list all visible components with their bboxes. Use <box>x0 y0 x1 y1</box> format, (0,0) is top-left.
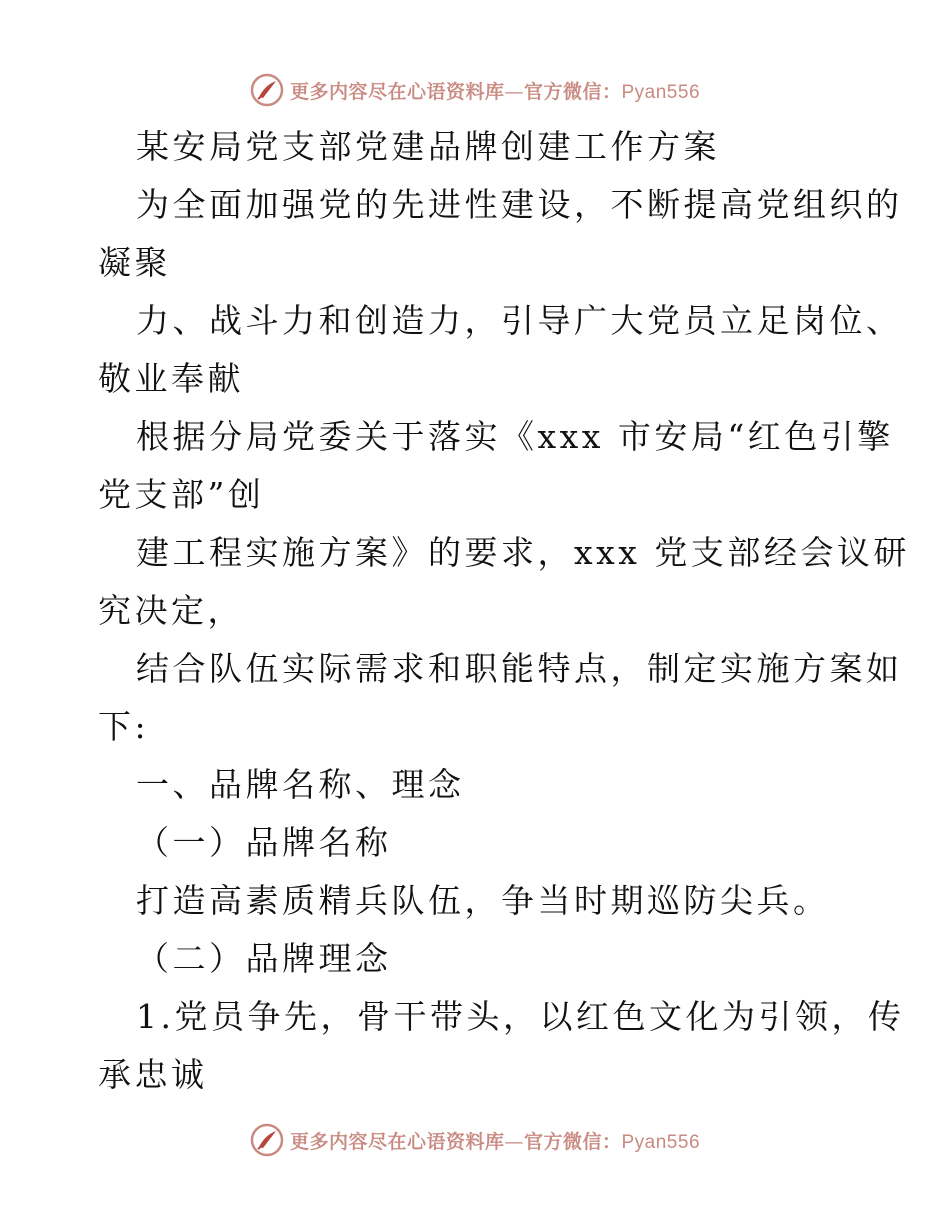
text-line: 党支部”创 <box>98 475 265 514</box>
text-line: 1.党员争先，骨干带头，以红色文化为引领，传 <box>136 997 905 1036</box>
document-title: 某安局党支部党建品牌创建工作方案 <box>136 127 720 166</box>
text-line: 打造高素质精兵队伍，争当时期巡防尖兵。 <box>136 881 830 920</box>
brush-logo-icon <box>250 1123 284 1157</box>
text-line: 力、战斗力和创造力，引导广大党员立足岗位、 <box>136 301 903 340</box>
watermark-wechat-label: 官方微信： <box>523 80 622 103</box>
section-heading: 一、品牌名称、理念 <box>136 765 465 804</box>
watermark-group <box>250 73 700 107</box>
text-line: 为全面加强党的先进性建设，不断提高党组织的 <box>136 185 903 224</box>
watermark-site-name: 更多内容尽在心语资料库 <box>289 80 505 103</box>
document-body <box>98 118 910 1104</box>
watermark-site-name: 更多内容尽在心语资料库 <box>289 1130 505 1153</box>
text-line: 结合队伍实际需求和职能特点，制定实施方案如 <box>136 649 903 688</box>
header-watermark <box>0 70 950 110</box>
text-line: 凝聚 <box>98 243 171 282</box>
text-line: 敬业奉献 <box>98 359 244 398</box>
watermark-separator: — <box>504 1130 524 1153</box>
watermark-group <box>250 1123 700 1157</box>
brush-logo-icon <box>250 73 284 107</box>
watermark-text <box>290 1127 700 1154</box>
subsection-heading: （二）品牌理念 <box>136 939 392 978</box>
watermark-separator: — <box>504 80 524 103</box>
footer-watermark <box>0 1120 950 1160</box>
text-line: 究决定， <box>98 591 244 630</box>
watermark-text <box>290 77 700 104</box>
watermark-wechat-id: Pyan556 <box>621 1131 701 1153</box>
text-line: 建工程实施方案》的要求，xxx 党支部经会议研 <box>136 533 910 572</box>
watermark-wechat-label: 官方微信： <box>523 1130 622 1153</box>
text-line: 根据分局党委关于落实《xxx 市安局“红色引擎 <box>136 417 894 456</box>
watermark-wechat-id: Pyan556 <box>621 81 701 103</box>
subsection-heading: （一）品牌名称 <box>136 823 392 862</box>
text-line: 下: <box>98 707 150 746</box>
text-line: 承忠诚 <box>98 1055 208 1094</box>
